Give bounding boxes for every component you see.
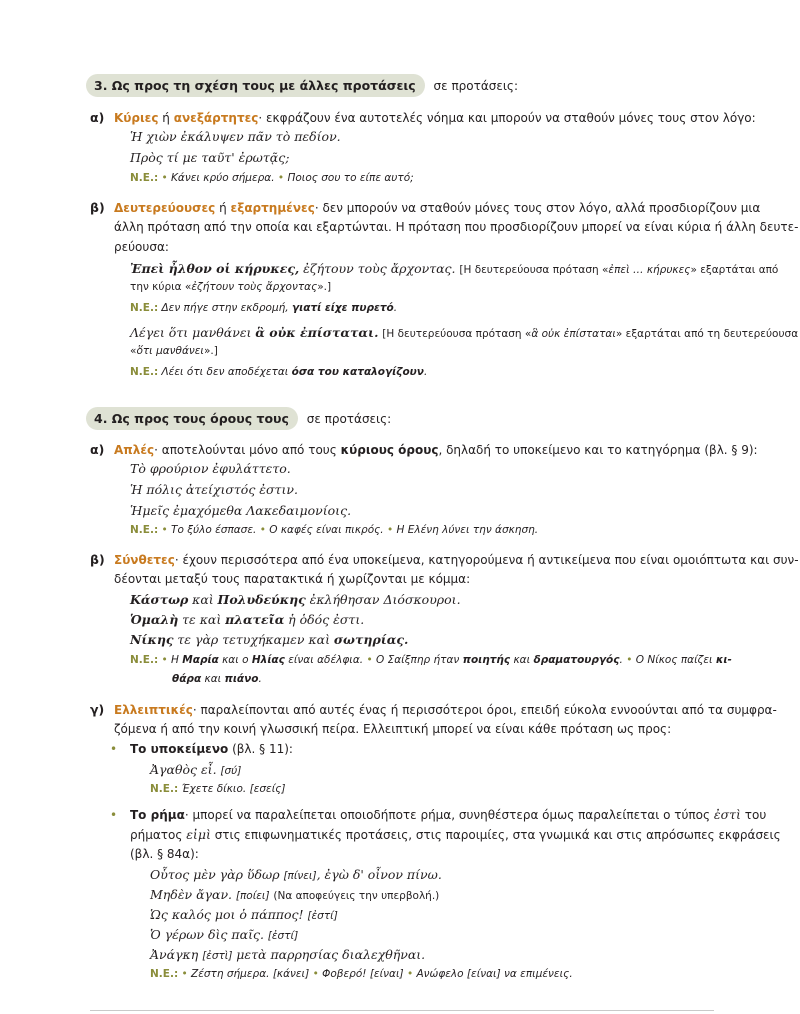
ne-text: . xyxy=(258,673,262,685)
ex-quote: ἐζήτουν τοὺς ἄρχοντας xyxy=(191,281,318,293)
example-4c-1 xyxy=(150,762,241,777)
ex-it: τε καὶ xyxy=(182,612,222,627)
ex-bracket: [σύ] xyxy=(220,765,242,777)
ex-it: ἐκλήθησαν Διόσκουροι. xyxy=(309,592,461,607)
text: του xyxy=(744,808,767,822)
ne-text: και xyxy=(204,673,222,685)
ne-bold: ποιητής xyxy=(462,654,511,666)
example-4c-v5 xyxy=(150,947,425,962)
ne-bold: δραματουργός xyxy=(533,654,620,666)
ex-quote: ἃ οὐκ ἐπίσταται xyxy=(531,328,616,340)
example-4a-2: Ἡ πόλις ἀτείχιστός ἐστιν. xyxy=(130,482,298,497)
ne-bold: κι- xyxy=(715,654,732,666)
text: , δηλαδή το υποκείμενο και το κατηγόρημα (βλ. § 9): xyxy=(438,443,758,457)
ex-it: ἡ ὁδός ἐστι. xyxy=(288,612,365,627)
ne-4a: Ν.Ε.: • Το ξύλο έσπασε. • Ο καφές είναι πικρός. • Η Ελένη λύνει την άσκηση. xyxy=(130,524,539,536)
section-4-header xyxy=(86,411,391,426)
ex-note: [Η δευτερεύουσα πρόταση « xyxy=(382,328,532,340)
ne-text: Ο Νίκος παίζει xyxy=(635,654,713,666)
example-4c-v1 xyxy=(150,867,442,882)
example-4a-3: Ἡμεῖς ἐμαχόμεθα Λακεδαιμονίοις. xyxy=(130,503,352,518)
ne-text: και xyxy=(513,654,531,666)
text-3b-3: ρεύουσα: xyxy=(114,240,169,254)
ne-text: [κάνει] xyxy=(272,968,310,980)
text-4c-verb-2 xyxy=(130,827,781,842)
text: · μπορεί να παραλείπεται οποιοδήποτε ρήμα, συνηθέστερα όμως παραλείπεται ο τύπος xyxy=(184,808,711,822)
example-4c-v4 xyxy=(150,927,298,942)
ne-3b-1 xyxy=(130,302,397,314)
ne-text: Η Ελένη λύνει την άσκηση. xyxy=(396,524,539,536)
bullet-subject xyxy=(110,742,293,756)
label-3b: β) xyxy=(90,200,105,215)
ex-it: ἐζήτουν τοὺς ἄρχοντας. xyxy=(303,261,456,276)
example-3b-2-cont xyxy=(130,345,218,357)
ne-text: Ο καφές είναι πικρός. xyxy=(269,524,384,536)
example-4b-1 xyxy=(130,592,461,607)
ex-it: Ὡς καλός μοι ὁ πάππος! xyxy=(150,907,304,922)
ne-4c-2: Ν.Ε.: • Ζέστη σήμερα. [κάνει] • Φοβερό! [είναι] • Ανώφελο [είναι] να επιμένεις. xyxy=(150,968,573,980)
ne-text: Ζέστη σήμερα. xyxy=(191,968,270,980)
ex-it: μετὰ παρρησίας διαλεχθῆναι. xyxy=(236,947,426,962)
ne-4b-2 xyxy=(172,673,262,685)
label-4b: β) xyxy=(90,552,105,567)
ne-text: Ο Σαίξπηρ ήταν xyxy=(375,654,460,666)
example-4b-3 xyxy=(130,632,408,647)
ex-it: Ὁ γέρων δὶς παῖς. xyxy=(150,927,264,942)
ex-note: την κύρια « xyxy=(130,281,192,293)
example-3a-1: Ἡ χιὼν ἐκάλυψεν πᾶν τὸ πεδίον. xyxy=(130,129,341,144)
ne-text: Το ξύλο έσπασε. xyxy=(171,524,257,536)
ex-it: Οὗτος μὲν γὰρ ὕδωρ xyxy=(150,867,280,882)
term-kyries: Κύριες xyxy=(114,111,159,125)
ne-tag: Ν.Ε.: xyxy=(130,366,159,378)
ex-bold: Ὁμαλὴ xyxy=(130,612,179,627)
bullet-verb xyxy=(110,807,766,822)
ex-quote: ἐπεὶ … κήρυκες xyxy=(608,264,691,276)
section-4-title: 4. Ως προς τους όρους τους xyxy=(86,407,298,430)
ex-it: ἐστὶ xyxy=(713,807,741,822)
ex-it: τε γὰρ τετυχήκαμεν καὶ xyxy=(177,632,330,647)
ne-tag: Ν.Ε.: xyxy=(150,783,179,795)
ex-it: Ἀνάγκη xyxy=(150,947,199,962)
text-3b-1: · δεν μπορούν να σταθούν μόνες τους στον λόγο, αλλά προσδιορίζουν μια xyxy=(314,201,761,215)
text-4c-verb-3: (βλ. § 84α): xyxy=(130,847,199,861)
ne-text: και ο xyxy=(222,654,249,666)
ne-bold: γιατί είχε πυρετό xyxy=(291,302,394,314)
or-word: ή xyxy=(219,201,227,215)
ex-note: (Να αποφεύγεις την υπερβολή.) xyxy=(273,890,440,902)
text: ρήματος xyxy=(130,828,183,842)
text: (βλ. § 11): xyxy=(232,742,293,756)
text: · αποτελούνται μόνο από τους xyxy=(154,443,337,457)
ne-3a-1: Κάνει κρύο σήμερα. xyxy=(171,172,275,184)
ne-text: . xyxy=(393,302,398,314)
ne-text: Φοβερό! xyxy=(322,968,367,980)
ne-tag: Ν.Ε.: xyxy=(150,968,179,980)
ex-note: » εξαρτάται από xyxy=(690,264,779,276)
ne-text: Λέει ότι δεν αποδέχεται xyxy=(161,366,289,378)
ne-text: να επιμένεις. xyxy=(504,968,573,980)
item-4a-line1 xyxy=(90,442,758,457)
ne-3a: Ν.Ε.: • Κάνει κρύο σήμερα. • Ποιος σου το είπε αυτό; xyxy=(130,172,414,184)
ne-3a-2: Ποιος σου το είπε αυτό; xyxy=(287,172,414,184)
ex-it: καὶ xyxy=(192,592,214,607)
term-elleiptikes: Ελλειπτικές xyxy=(114,703,193,717)
text: · παραλείπονται από αυτές ένας ή περισσότεροι όροι, επειδή εύκολα εννοούνται από τα συμφρα- xyxy=(192,703,777,717)
ex-bold: Νίκης xyxy=(130,632,174,647)
ne-text: είναι αδέλφια. xyxy=(288,654,364,666)
ex-bold: Πολυδεύκης xyxy=(217,592,306,607)
ex-bracket: [ποίει] xyxy=(235,890,270,902)
ex-note: » εξαρτάται από τη δευτερεύουσα xyxy=(615,328,799,340)
text-4b-2: δέονται μεταξύ τους παρατακτικά ή χωρίζονται με κόμμα: xyxy=(114,572,471,586)
ex-note: ».] xyxy=(317,281,332,293)
ex-quote: ὅτι μανθάνει xyxy=(136,345,204,357)
term-deutereuouses: Δευτερεύουσες xyxy=(114,201,216,215)
ex-it: εἰμὶ xyxy=(186,827,211,842)
ne-3b-2 xyxy=(130,366,427,378)
ne-bold: θάρα xyxy=(172,673,202,685)
or-word: ή xyxy=(162,111,170,125)
ne-text: . xyxy=(619,654,623,666)
example-4a-1: Τὸ φρούριον ἐφυλάττετο. xyxy=(130,461,291,476)
bullet-title: Το ρήμα xyxy=(130,808,185,822)
ex-bracket: [ἐστὶ] xyxy=(202,950,233,962)
ne-tag: Ν.Ε.: xyxy=(130,524,159,536)
ne-text: [είναι] xyxy=(466,968,501,980)
ne-bold: Μαρία xyxy=(182,654,219,666)
ex-it: , ἐγὼ δ' οἶνον πίνω. xyxy=(316,867,442,882)
ne-text: . xyxy=(423,366,428,378)
section-3-title: 3. Ως προς τη σχέση τους με άλλες προτάσεις xyxy=(86,74,425,97)
ne-text: Έχετε δίκιο. xyxy=(181,783,247,795)
ne-tag: Ν.Ε.: xyxy=(130,654,159,666)
label-4a: α) xyxy=(90,442,105,457)
section-3-suffix: σε προτάσεις: xyxy=(433,79,519,93)
bullet-icon: • xyxy=(110,742,118,756)
text-3b-2: άλλη πρόταση από την οποία και εξαρτώνται. Η πρόταση που προσδιορίζουν μπορεί να είναι κύρια ή άλλη δευτε- xyxy=(114,220,799,234)
text: στις επιφωνηματικές προτάσεις, στις παροιμίες, στα γνωμικά και στις απρόσωπες εκφράσεις xyxy=(214,828,781,842)
item-3b-line1 xyxy=(90,200,760,215)
section-4-suffix: σε προτάσεις: xyxy=(306,412,392,426)
example-3b-1 xyxy=(130,261,778,276)
ex-bracket: [ἐστί] xyxy=(307,910,338,922)
ex-note: ».] xyxy=(203,345,218,357)
ex-bold: ἃ οὐκ ἐπίσταται. xyxy=(255,325,379,340)
text-3a: · εκφράζουν ένα αυτοτελές νόημα και μπορούν να σταθούν μόνες τους στον λόγο: xyxy=(258,111,756,125)
example-3a-2: Πρὸς τί με ταῦτ' ἐρωτᾷς; xyxy=(130,150,290,165)
bullet-icon: • xyxy=(110,808,118,822)
term-exartimenes: εξαρτημένες xyxy=(230,201,315,215)
example-3b-2 xyxy=(130,325,798,340)
example-4b-2 xyxy=(130,612,364,627)
term-anexartites: ανεξάρτητες xyxy=(173,111,259,125)
ne-text: [εσείς] xyxy=(249,783,286,795)
ex-bold: σωτηρίας. xyxy=(333,632,409,647)
item-4c-line1 xyxy=(90,702,777,717)
label-4c: γ) xyxy=(90,702,105,717)
item-4b-line1 xyxy=(90,552,799,567)
ne-text: Δεν πήγε στην εκδρομή, xyxy=(161,302,289,314)
ne-4c-1 xyxy=(150,783,286,795)
ex-bold: Κάστωρ xyxy=(130,592,189,607)
ex-it: Λέγει ὅτι μανθάνει xyxy=(130,325,252,340)
section-3-header xyxy=(86,78,518,93)
ne-text: Η xyxy=(171,654,179,666)
ne-text: Ανώφελο xyxy=(416,968,464,980)
ne-tag: Ν.Ε.: xyxy=(130,302,159,314)
bold-term: κύριους όρους xyxy=(340,443,439,457)
ne-bold: Ηλίας xyxy=(251,654,285,666)
footer-rule xyxy=(90,1010,714,1011)
example-4c-v3 xyxy=(150,907,338,922)
ex-note: « xyxy=(130,345,137,357)
ex-bracket: [πίνει] xyxy=(283,870,317,882)
ex-note: [Η δευτερεύουσα πρόταση « xyxy=(459,264,609,276)
ne-bold: πιάνο xyxy=(224,673,259,685)
ne-text: [είναι] xyxy=(369,968,404,980)
text-4c-2: ζόμενα ή από την κοινή γλωσσική πείρα. Ελλειπτική μπορεί να είναι κάθε πρόταση ως προς: xyxy=(114,722,672,736)
ne-4b-1: Ν.Ε.: • Η Μαρία και ο Ηλίας είναι αδέλφια. • Ο Σαίξπηρ ήταν ποιητής και δραματουργός. • Ο Νίκος παίζει κι- xyxy=(130,654,732,666)
bullet-title: Το υποκείμενο xyxy=(130,742,229,756)
term-aples: Απλές xyxy=(114,443,155,457)
text: · έχουν περισσότερα από ένα υποκείμενα, κατηγορούμενα ή αντικείμενα που είναι ομοιόπτωτα και συν- xyxy=(174,553,799,567)
item-3a-line1 xyxy=(90,110,756,125)
example-3b-1-cont xyxy=(130,281,331,293)
label-3a: α) xyxy=(90,110,105,125)
ne-bold: όσα του καταλογίζουν xyxy=(291,366,424,378)
ex-it: Ἀγαθὸς εἶ. xyxy=(150,762,217,777)
ex-bold: Ἐπεὶ ἦλθον οἱ κήρυκες, xyxy=(130,261,300,276)
term-syntheses: Σύνθετες xyxy=(114,553,175,567)
ex-bold: πλατεῖα xyxy=(225,612,285,627)
ex-it: Μηδὲν ἄγαν. xyxy=(150,887,233,902)
ne-tag: Ν.Ε.: xyxy=(130,172,159,184)
ex-bracket: [ἐστί] xyxy=(267,930,299,942)
example-4c-v2 xyxy=(150,887,439,902)
